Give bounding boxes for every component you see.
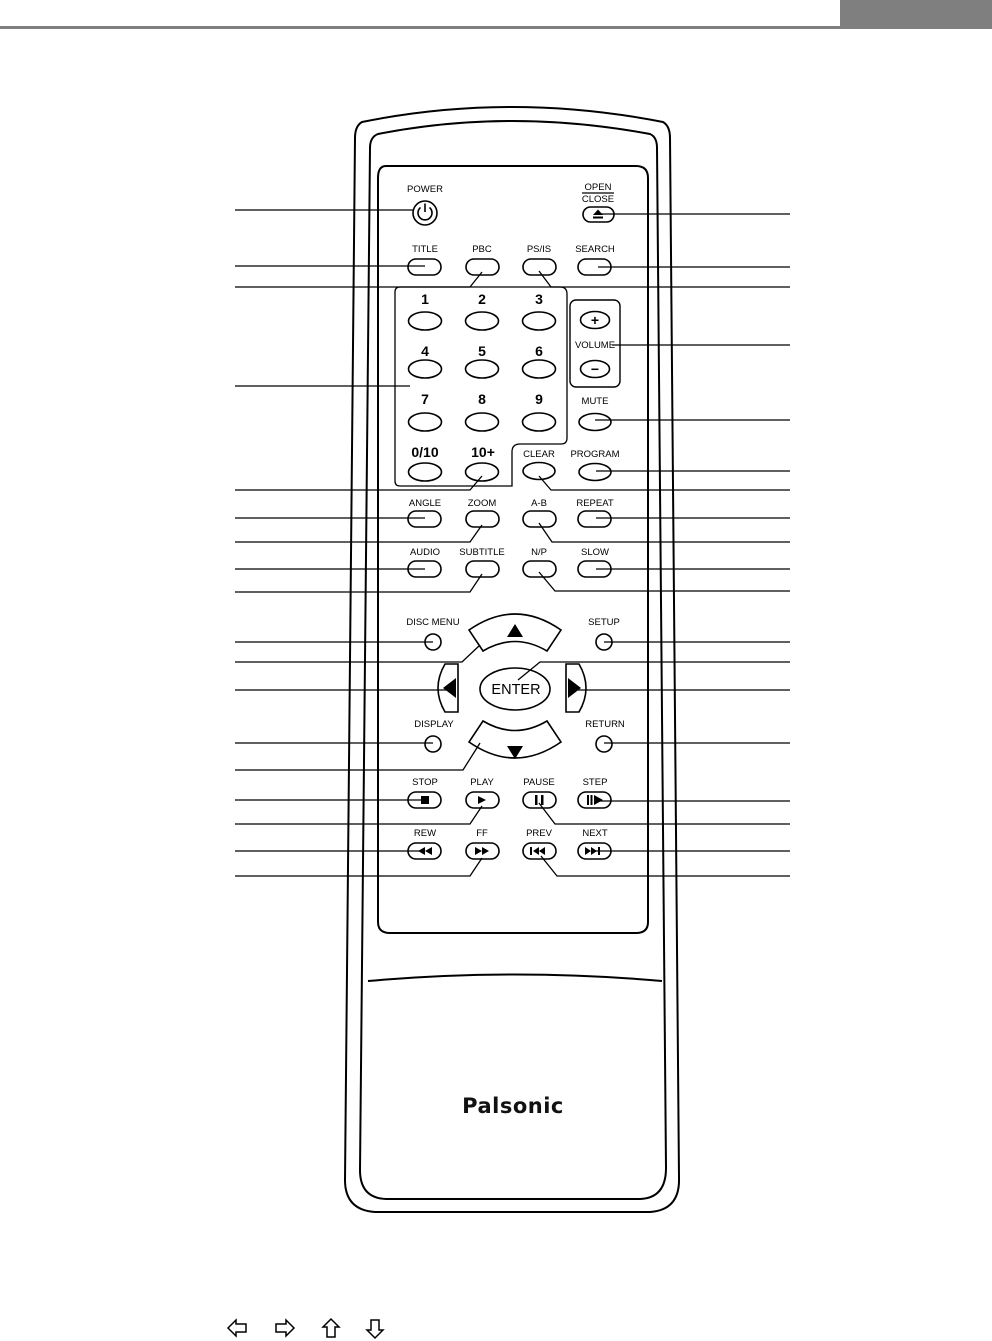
num-3-button[interactable]	[523, 312, 556, 330]
angle-button[interactable]	[408, 511, 441, 527]
leader-ff	[235, 858, 482, 876]
num-1-label: 1	[421, 291, 429, 307]
num-10plus-label: 10+	[471, 444, 495, 460]
pbc-button[interactable]	[466, 259, 499, 275]
close-label: CLOSE	[581, 194, 615, 205]
audio-label: AUDIO	[409, 547, 441, 558]
return-label: RETURN	[585, 719, 625, 730]
leader-10plus	[235, 476, 482, 490]
num-6-button[interactable]	[523, 360, 556, 378]
angle-label: ANGLE	[408, 498, 442, 509]
np-label: N/P	[531, 547, 547, 558]
remote-outer-outline	[345, 107, 679, 1212]
step-label: STEP	[582, 777, 608, 788]
enter-label: ENTER	[491, 682, 541, 698]
repeat-button[interactable]	[578, 511, 611, 527]
num-7-label: 7	[421, 391, 429, 407]
play-label: PLAY	[470, 777, 494, 788]
leader-prev	[541, 856, 790, 876]
brand-logo: Palsonic	[462, 1094, 564, 1118]
open-label: OPEN	[584, 182, 612, 193]
stop-label: STOP	[412, 777, 438, 788]
subtitle-button[interactable]	[466, 561, 499, 577]
num-10plus-button[interactable]	[466, 463, 499, 481]
leader-subtitle	[235, 574, 482, 592]
pause-button[interactable]	[523, 792, 556, 808]
num-8-label: 8	[478, 391, 486, 407]
num-0-10-label: 0/10	[411, 444, 439, 460]
leader-ab	[539, 523, 790, 542]
num-2-button[interactable]	[466, 312, 499, 330]
remote-divider	[368, 975, 662, 982]
leader-play	[235, 806, 482, 824]
program-label: PROGRAM	[570, 449, 620, 460]
leader-zoom	[235, 525, 482, 542]
volume-up-label: +	[590, 312, 600, 328]
display-button[interactable]	[425, 736, 441, 752]
num-5-label: 5	[478, 343, 486, 359]
power-label: POWER	[407, 184, 443, 195]
search-label: SEARCH	[575, 244, 615, 255]
num-2-label: 2	[478, 291, 486, 307]
leader-nav-down	[235, 743, 480, 770]
leader-nav-up	[235, 645, 480, 662]
zoom-label: ZOOM	[467, 498, 497, 509]
zoom-button[interactable]	[466, 511, 499, 527]
volume-label: VOLUME	[574, 340, 616, 351]
right-leader-lines	[518, 214, 790, 876]
num-9-label: 9	[535, 391, 543, 407]
leader-pause	[539, 803, 790, 824]
num-6-label: 6	[535, 343, 543, 359]
mute-label: MUTE	[581, 396, 609, 407]
program-button[interactable]	[579, 464, 611, 481]
num-0-10-button[interactable]	[409, 463, 442, 481]
prev-label: PREV	[526, 828, 552, 839]
slow-label: SLOW	[581, 547, 609, 558]
header-tab	[840, 0, 992, 29]
volume-down-label: −	[590, 361, 600, 377]
right-arrow-icon	[276, 1320, 294, 1336]
setup-label: SETUP	[588, 617, 620, 628]
ab-label: A-B	[531, 498, 547, 509]
num-4-label: 4	[421, 343, 429, 359]
disc-menu-label: DISC MENU	[406, 617, 460, 628]
left-arrow-icon	[228, 1320, 246, 1336]
up-arrow-icon	[323, 1319, 339, 1337]
pause-label: PAUSE	[523, 777, 555, 788]
subtitle-label: SUBTITLE	[459, 547, 505, 558]
title-button[interactable]	[408, 259, 441, 275]
left-leader-lines	[235, 210, 482, 876]
psis-label: PS/IS	[526, 244, 552, 255]
leader-pbc	[235, 272, 482, 287]
next-label: NEXT	[582, 828, 608, 839]
num-7-button[interactable]	[409, 413, 442, 431]
rew-label: REW	[413, 828, 437, 839]
title-label: TITLE	[412, 244, 438, 255]
header-rule	[0, 26, 840, 29]
display-label: DISPLAY	[414, 719, 454, 730]
leader-clear	[539, 476, 790, 490]
repeat-label: REPEAT	[576, 498, 614, 509]
remote-inner-outline	[360, 121, 666, 1199]
num-4-button[interactable]	[409, 360, 442, 378]
num-1-button[interactable]	[409, 312, 442, 330]
num-9-button[interactable]	[523, 413, 556, 431]
num-3-label: 3	[535, 291, 543, 307]
clear-label: CLEAR	[523, 449, 555, 460]
return-button[interactable]	[596, 736, 612, 752]
num-8-button[interactable]	[466, 413, 499, 431]
leader-np	[539, 572, 790, 591]
mute-button[interactable]	[579, 414, 611, 431]
np-button[interactable]	[523, 561, 556, 577]
leader-enter	[518, 662, 790, 680]
pbc-label: PBC	[472, 244, 492, 255]
ff-label: FF	[476, 828, 488, 839]
down-arrow-icon	[367, 1320, 383, 1338]
num-5-button[interactable]	[466, 360, 499, 378]
leader-psis	[539, 271, 790, 287]
